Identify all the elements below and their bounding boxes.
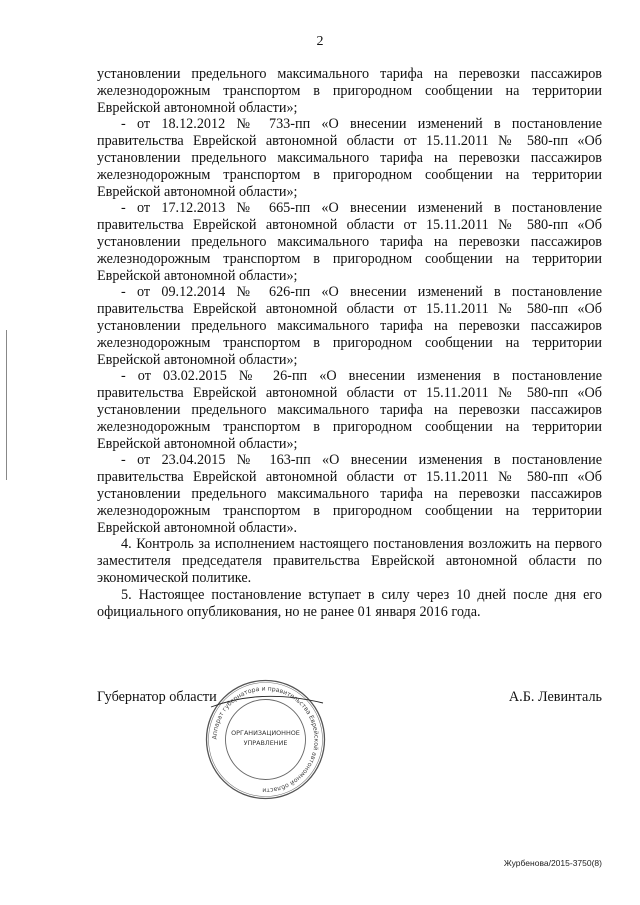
list-item-decree-733: - от 18.12.2012 № 733-пп «О внесении изменений в постановление правительства Еврейской автономной области от 15.11.2011 № 580-пп «Об установлении предельного максимального тарифа на перевозки пассажиров железнодорожным транспортом в пригородном сообщении на территории Еврейской автономной области»; xyxy=(97,116,602,200)
stamp-inner-line1: ОРГАНИЗАЦИОННОЕ xyxy=(231,729,300,737)
document-body xyxy=(97,66,602,620)
page-number: 2 xyxy=(316,34,324,49)
footer-reference: Журбенова/2015-3750(8) xyxy=(503,858,602,868)
paragraph-clause-4: 4. Контроль за исполнением настоящего постановления возложить на первого заместителя председателя правительства Еврейской автономной области по экономической политике. xyxy=(97,536,602,586)
list-item-decree-26: - от 03.02.2015 № 26-пп «О внесении изменения в постановление правительства Еврейской автономной области от 15.11.2011 № 580-пп «Об установлении предельного максимального тарифа на перевозки пассажиров железнодорожным транспортом в пригородном сообщении на территории Еврейской автономной области»; xyxy=(97,368,602,452)
signatory-name: А.Б. Левинталь xyxy=(508,689,602,705)
list-item-decree-626: - от 09.12.2014 № 626-пп «О внесении изменений в постановление правительства Еврейской автономной области от 15.11.2011 № 580-пп «Об установлении предельного максимального тарифа на перевозки пассажиров железнодорожным транспортом в пригородном сообщении на территории Еврейской автономной области»; xyxy=(97,284,602,368)
stamp-outer-text: Аппарат губернатора и правительства Еврейской автономной области xyxy=(211,685,320,794)
paragraph-clause-5: 5. Настоящее постановление вступает в силу через 10 дней после дня его официального опубликования, но не ранее 01 января 2016 года. xyxy=(97,586,602,620)
list-item-decree-163: - от 23.04.2015 № 163-пп «О внесении изменения в постановление правительства Еврейской автономной области от 15.11.2011 № 580-пп «Об установлении предельного максимального тарифа на перевозки пассажиров железнодорожным транспортом в пригородном сообщении на территории Еврейской автономной области». xyxy=(97,452,602,536)
signatory-title: Губернатор области xyxy=(97,689,217,705)
margin-mark xyxy=(6,330,7,480)
official-stamp xyxy=(203,677,328,802)
list-item-decree-665: - от 17.12.2013 № 665-пп «О внесении изменений в постановление правительства Еврейской автономной области от 15.11.2011 № 580-пп «Об установлении предельного максимального тарифа на перевозки пассажиров железнодорожным транспортом в пригородном сообщении на территории Еврейской автономной области»; xyxy=(97,200,602,284)
paragraph-continuation: установлении предельного максимального тарифа на перевозки пассажиров железнодорожным транспортом в пригородном сообщении на территории Еврейской автономной области»; xyxy=(97,66,602,116)
stamp-inner-line2: УПРАВЛЕНИЕ xyxy=(243,739,288,747)
